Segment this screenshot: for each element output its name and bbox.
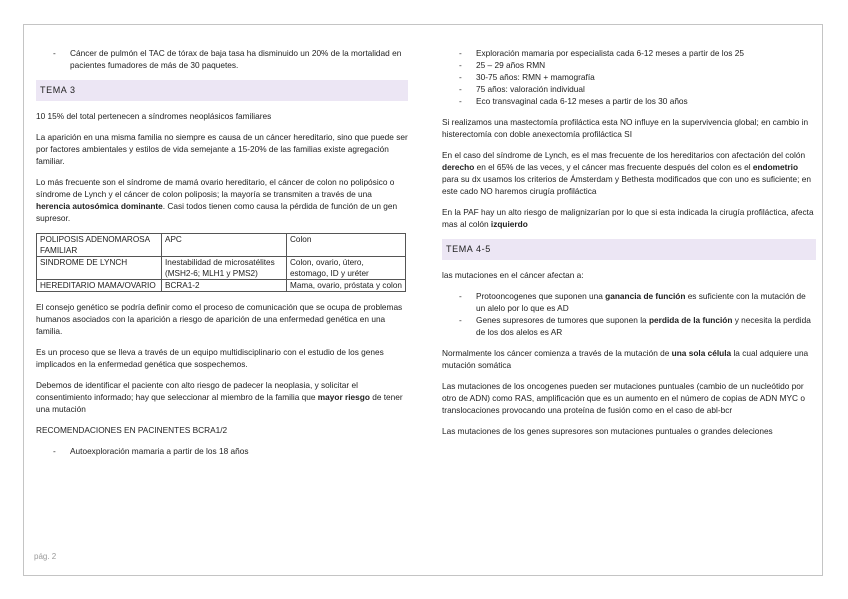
table-cell: HEREDITARIO MAMA/OVARIO (37, 280, 162, 292)
paragraph: Si realizamos una mastectomía profiláctica esta NO influye en la supervivencia global; en cambio in histerectomía con doble anexectomía profiláctica SI (442, 117, 809, 139)
paragraph: Es un proceso que se lleva a través de un equipo multidisciplinario con el estudio de los genes implicados en la enfermedad genética que sospechemos. (36, 347, 384, 369)
paragraph: las mutaciones en el cáncer afectan a: (442, 270, 584, 280)
table-cell: Mama, ovario, próstata y colon (287, 280, 406, 292)
table-cell: SINDROME DE LYNCH (37, 257, 162, 280)
table-cell: Inestabilidad de microsatélites (MSH2-6; MLH1 y PMS2) (162, 257, 287, 280)
paragraph: 10 15% del total pertenecen a síndromes neoplásicos familiares (36, 111, 272, 121)
table-cell: APC (162, 234, 287, 257)
paragraph: Debemos de identificar el paciente con alto riesgo de padecer la neoplasia, y solicitar el consentimiento informado; hay que seleccionar al miembro de la familia que mayor riesgo de tener una mutación (36, 380, 403, 414)
table-cell: Colon, ovario, útero, estomago, ID y uréter (287, 257, 406, 280)
paragraph: El consejo genético se podría definir como el proceso de comunicación que se ocupa de problemas humanos asociados con la aparición a riesgo de aparición de una enfermedad genética en una familia. (36, 302, 403, 336)
list-item: - Autoexploración mamaria a partir de los 18 años (36, 445, 408, 457)
right-column (442, 47, 816, 446)
recommendations-heading: RECOMENDACIONES EN PACINENTES BCRA1/2 (36, 425, 228, 435)
screening-list (442, 47, 816, 107)
table-cell: Colon (287, 234, 406, 257)
list-item: - 30-75 años: RMN + mamografía (442, 71, 816, 83)
paragraph: Las mutaciones de los genes supresores son mutaciones puntuales o grandes deleciones (442, 426, 773, 436)
hereditary-syndromes-table (36, 233, 406, 292)
list-item: - Protooncogenes que suponen una ganancia de función es suficiente con la mutación de un alelo por lo que es AD (442, 290, 816, 314)
intro-list (36, 47, 408, 71)
tema3-heading: TEMA 3 (36, 80, 408, 101)
paragraph: La aparición en una misma familia no siempre es causa de un cáncer hereditario, sino que puede ser por factores ambientales y estilos de vida semejante a 15-20% de las familias existe agregación familiar. (36, 132, 408, 166)
table-row (37, 280, 406, 292)
tema45-heading: TEMA 4-5 (442, 239, 816, 260)
page-number: pág. 2 (34, 552, 57, 561)
list-item: - Cáncer de pulmón el TAC de tórax de baja tasa ha disminuido un 20% de la mortalidad en pacientes fumadores de más de 30 paquetes. (36, 47, 408, 71)
document-page (23, 24, 823, 576)
list-item: - Exploración mamaria por especialista cada 6-12 meses a partir de los 25 (442, 47, 816, 59)
paragraph: Normalmente los cáncer comienza a través de la mutación de una sola célula la cual adquiere una mutación somática (442, 348, 809, 370)
table-cell: BCRA1-2 (162, 280, 287, 292)
paragraph: En la PAF hay un alto riesgo de malignizarían por lo que si esta indicada la cirugía profiláctica, afecta mas al colón izquierdo (442, 207, 814, 229)
list-item: - 75 años: valoración individual (442, 83, 816, 95)
table-row (37, 257, 406, 280)
list-item: - Genes supresores de tumores que suponen la perdida de la función y necesita la perdida de los dos alelos es AR (442, 314, 816, 338)
mutation-types-list (442, 290, 816, 338)
paragraph: Las mutaciones de los oncogenes pueden ser mutaciones puntuales (cambio de un nucleótido por otro de ADN) como RAS, amplificación que es un aumento en el número de copias de ADN MYC o translocaciones provocando una proteína de fusión como en el caso de abl-bcr (442, 381, 805, 415)
list-item: - Eco transvaginal cada 6-12 meses a partir de los 30 años (442, 95, 816, 107)
paragraph: En el caso del síndrome de Lynch, es el mas frecuente de los hereditarios con afectación del colón derecho en el 65% de las veces, y el cáncer mas frecuente después del colon es el endometrio para su dx usamos los criterios de Ámsterdam y Bethesta modificados que con uno es suficiente; en este cado NO haremos cirugía profiláctica (442, 150, 811, 196)
left-column (36, 47, 408, 466)
paragraph: Lo más frecuente son el síndrome de mamá ovario hereditario, el cáncer de colon no polipósico o síndrome de Lynch y el cáncer de colon poliposis; la mayoría se transmiten a través de una herencia autosómica dominante. Casi todos tienen como causa la pérdida de función de un gen supresor. (36, 177, 398, 223)
table-cell: POLIPOSIS ADENOMAROSA FAMILIAR (37, 234, 162, 257)
recommendations-list (36, 445, 408, 457)
list-item: - 25 – 29 años RMN (442, 59, 816, 71)
table-row (37, 234, 406, 257)
